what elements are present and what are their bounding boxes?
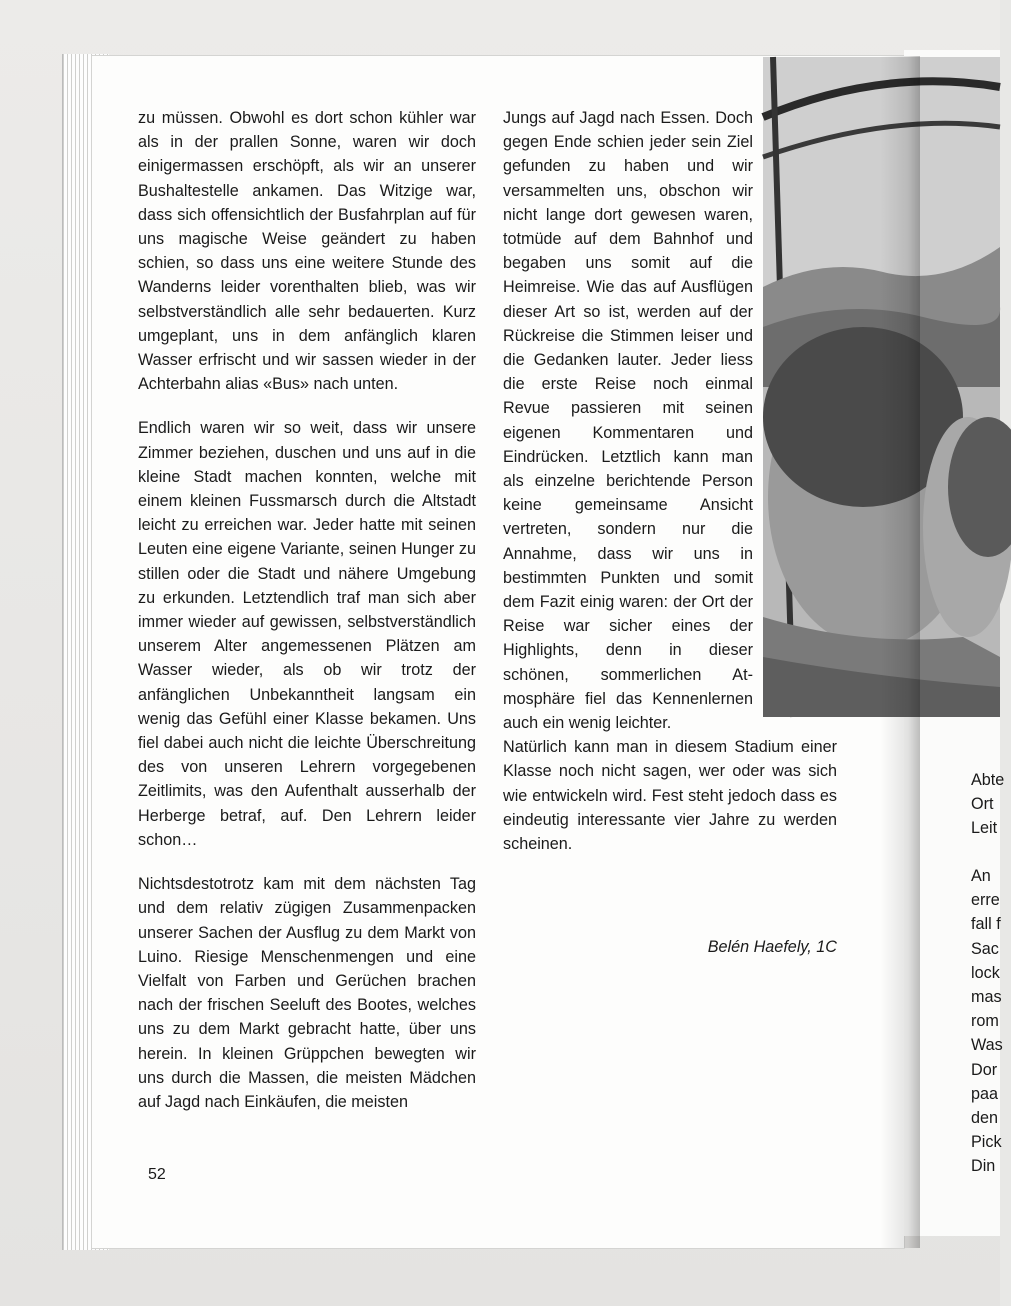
- text-fragment: An: [971, 867, 991, 885]
- text-fragment: mas: [971, 987, 1002, 1006]
- right-page-text-bottom: [971, 864, 1011, 1178]
- author-signature: Belén Haefely, 1C: [707, 938, 837, 956]
- text-fragment: Dor: [971, 1060, 998, 1079]
- text-fragment: lock: [971, 963, 1000, 982]
- paragraph: Endlich waren wir so weit, dass wir unsere Zimmer beziehen, duschen und uns auf in die kleine Stadt machen konnten, welche mit einem kleinen Fussmarsch durch die Altstadt leicht zu erreichen war. Jeder hatte mit seinen Leuten eine eigene Variante, seinen Hunger zu stillen oder die Stadt und nähere Umgebung zu erkunden. Letztendlich traf man sich aber immer wieder auf gewissen, selbstverständlich unserem Alter angemessenen Plätzen am Wasser wieder, als ob wir trotz der anfänglichen Unbekanntheit langsam ein wenig das Gefühl einer Klasse bekamen. Uns fiel dabei auch nicht die leichte Überschreitung des von unseren Lehrern vorgegebenen Zeitlimits, was den Aufenthalt ausserhalb der Herberge betraf, auf. Den Lehrern leider schon…: [138, 419, 476, 849]
- article-column-middle: [503, 106, 837, 856]
- gutter-shadow: [880, 56, 920, 1248]
- text-fragment: rom: [971, 1012, 999, 1031]
- text-fragment: paa: [971, 1084, 999, 1103]
- text-fragment: Din: [971, 1157, 996, 1176]
- paragraph-narrow: Jungs auf Jagd nach Essen. Doch gegen Ende schien jeder sein Ziel gefunden zu haben und wir versammelten uns, obschon wir nicht lange dort gewesen waren, totmüde auf dem Bahnhof und begaben uns somit auf die Heimreise. Wie das auf Ausflügen dieser Art so ist, werden auf der Rückreise die Stimmen leiser und die Gedanken lauter. Jeder liess die erste Reise noch einmal Revue passieren mit seinen eigenen Kommentaren und Eindrücken. Letztlich kann man als einzelne berichtende Person keine gemeinsame Ansicht vertreten, sondern nur die Annahme, dass wir uns in bestimmten Punkten und somit dem Fazit einig waren: der Ort der Reise war sicher eines der Highlights, denn in dieser schönen, sommerlichen Atmosphäre fiel das Kennenlernen auch ein wenig leichter.: [503, 109, 753, 733]
- text-fragment: Ort: [971, 795, 994, 814]
- text-fragment: Sac: [971, 939, 999, 958]
- text-fragment: den: [971, 1108, 999, 1127]
- paragraph: Nichtsdestotrotz kam mit dem nächsten Tag und dem relativ zügigen Zusammenpacken unserer Sachen der Ausflug zu dem Markt von Luino. Riesige Menschenmengen und eine Vielfalt von Farben und Gerüchen brachen nach der frischen Seeluft des Bootes, welches uns zu dem Markt gebracht hatte, über uns herein. In kleinen Grüppchen bewegten wir uns durch die Massen, die meisten Mädchen auf Jagd nach Einkäufen, die meisten: [138, 875, 476, 1111]
- paragraph: zu müssen. Obwohl es dort schon kühler war als in der prallen Sonne, waren wir doch einigermassen erschöpft, als wir an unserer Bushaltestelle ankamen. Das Witzige war, dass sich offensichtlich der Busfahrplan auf für uns magische Weise geändert zu haben schien, so dass uns eine weitere Stunde des Wanderns leider vorenthalten blieb, was wir selbstverständlich alle sehr bedauerten. Kurz umgeplant, uns in dem anfänglich klaren Wasser erfrischt und wir sassen wieder in der Achterbahn alias «Bus» nach unten.: [138, 109, 476, 394]
- text-fragment: erre: [971, 891, 1000, 910]
- text-fragment: Pick: [971, 1133, 1002, 1152]
- page-number: 52: [148, 1166, 166, 1183]
- text-fragment: Abte: [971, 771, 1005, 789]
- text-fragment: Leit: [971, 819, 998, 838]
- text-fragment: fall f: [971, 915, 1001, 934]
- article-column-left: [138, 106, 476, 1114]
- right-page-text-top: [971, 768, 1011, 841]
- text-fragment: Was: [971, 1036, 1003, 1055]
- paragraph-wide: Natürlich kann man in diesem Stadium einer Klasse noch nicht sagen, wer oder was sich wie entwickeln wird. Fest steht jedoch dass es eindeutig interessante vier Jahre zu werden scheinen.: [503, 738, 837, 854]
